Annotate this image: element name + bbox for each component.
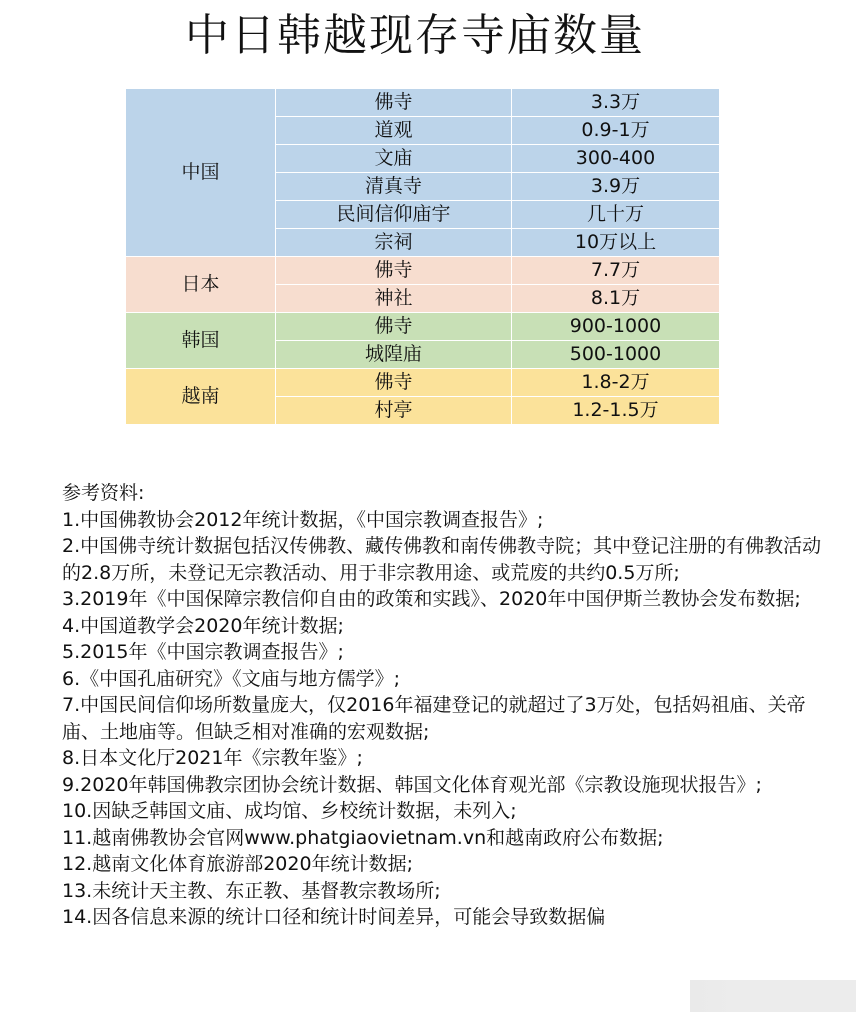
temple-type-cell: 佛寺 — [276, 89, 512, 117]
reference-item: 1.中国佛教协会2012年统计数据，《中国宗教调查报告》; — [62, 508, 544, 531]
temple-type-cell: 神社 — [276, 285, 512, 313]
temple-count-cell: 500-1000 — [512, 341, 720, 369]
temple-count-cell: 7.7万 — [512, 257, 720, 285]
reference-item: 6.《中国孔庙研究》《文庙与地方儒学》; — [62, 667, 401, 690]
reference-item: 13.未统计天主教、东正教、基督教宗教场所; — [62, 879, 441, 902]
country-cell-japan: 日本 — [126, 257, 276, 313]
reference-item: 14.因各信息来源的统计口径和统计时间差异，可能会导致数据偏 — [62, 906, 606, 928]
temple-type-cell: 清真寺 — [276, 173, 512, 201]
temple-count-table — [125, 88, 720, 425]
table-row — [126, 89, 720, 117]
references-section — [62, 480, 832, 931]
reference-item: 8.日本文化厅2021年《宗教年鉴》; — [62, 747, 363, 769]
temple-count-cell: 900-1000 — [512, 313, 720, 341]
reference-item: 7.中国民间信仰场所数量庞大，仅2016年福建登记的就超过了3万处，包括妈祖庙、关帝庙、土地庙等。但缺乏相对准确的宏观数据; — [62, 694, 806, 743]
temple-count-cell: 0.9-1万 — [512, 117, 720, 145]
temple-type-cell: 文庙 — [276, 145, 512, 173]
reference-item: 5.2015年《中国宗教调查报告》; — [62, 641, 344, 663]
temple-count-cell: 1.2-1.5万 — [512, 397, 720, 425]
blurred-overlay — [690, 980, 856, 1012]
temple-type-cell: 佛寺 — [276, 257, 512, 285]
temple-count-cell: 1.8-2万 — [512, 369, 720, 397]
temple-count-cell: 3.3万 — [512, 89, 720, 117]
country-cell-korea: 韩国 — [126, 313, 276, 369]
reference-item: 4.中国道教学会2020年统计数据; — [62, 614, 344, 637]
temple-count-cell: 8.1万 — [512, 285, 720, 313]
reference-item: 10.因缺乏韩国文庙、成均馆、乡校统计数据，未列入; — [62, 800, 517, 822]
temple-count-cell: 3.9万 — [512, 173, 720, 201]
table-row — [126, 369, 720, 397]
reference-item: 11.越南佛教协会官网www.phatgiaovietnam.vn和越南政府公布数据; — [62, 826, 664, 849]
temple-type-cell: 佛寺 — [276, 313, 512, 341]
country-cell-vietnam: 越南 — [126, 369, 276, 425]
table-row — [126, 313, 720, 341]
temple-type-cell: 民间信仰庙宇 — [276, 201, 512, 229]
reference-item: 3.2019年《中国保障宗教信仰自由的政策和实践》、2020年中国伊斯兰教协会发布数据; — [62, 588, 801, 610]
temple-count-cell: 300-400 — [512, 145, 720, 173]
country-cell-china: 中国 — [126, 89, 276, 257]
table-row — [126, 257, 720, 285]
temple-count-cell: 几十万 — [512, 201, 720, 229]
page-title: 中日韩越现存寺庙数量 — [185, 10, 645, 61]
temple-type-cell: 佛寺 — [276, 369, 512, 397]
reference-item: 2.中国佛寺统计数据包括汉传佛教、藏传佛教和南传佛教寺院；其中登记注册的有佛教活动的2.8万所，未登记无宗教活动、用于非宗教用途、或荒废的共约0.5万所; — [62, 535, 822, 584]
temple-type-cell: 城隍庙 — [276, 341, 512, 369]
temple-type-cell: 道观 — [276, 117, 512, 145]
temple-type-cell: 村亭 — [276, 397, 512, 425]
temple-type-cell: 宗祠 — [276, 229, 512, 257]
reference-item: 12.越南文化体育旅游部2020年统计数据; — [62, 853, 413, 875]
temple-count-cell: 10万以上 — [512, 229, 720, 257]
reference-item: 9.2020年韩国佛教宗团协会统计数据、韩国文化体育观光部《宗教设施现状报告》; — [62, 773, 762, 796]
references-heading: 参考资料: — [62, 482, 145, 504]
